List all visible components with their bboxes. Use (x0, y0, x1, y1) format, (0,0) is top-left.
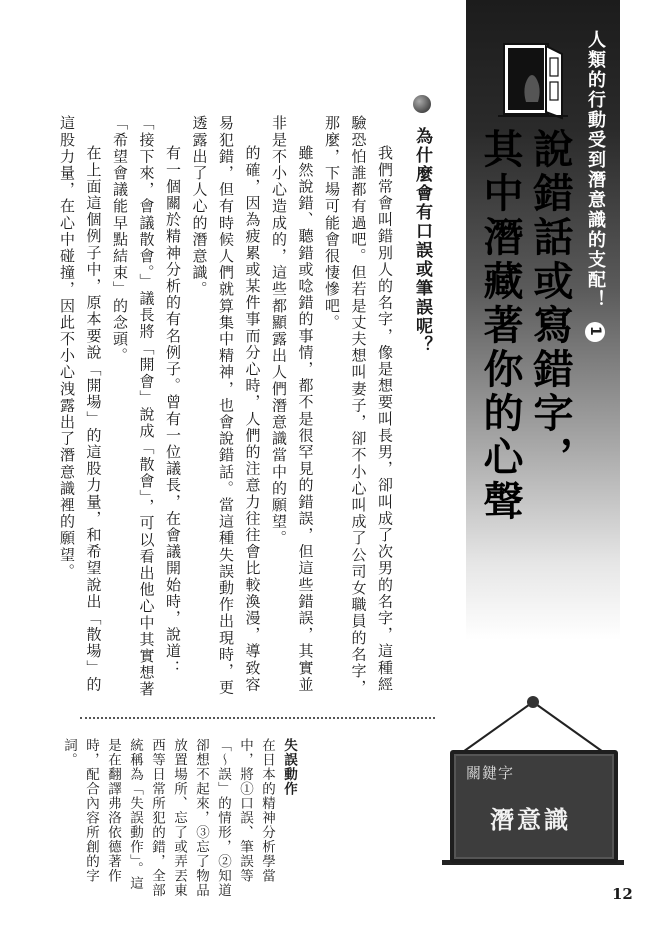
series-title (584, 30, 606, 350)
page-title (475, 128, 575, 568)
note-text: 在日本的精神分析學當中，將①口誤、筆誤等「～誤」的情形，②知道卻想不起來，③忘了物品放置場所、忘了或弄丟東西等日常所犯的錯，全部統稱為「失誤動作」。這是在翻譯弗洛依德著作時，配合內容所創的字詞。 (61, 738, 275, 898)
body-paragraph: 在上面這個例子中，原本要說「開場」的這股力量，和希望說出「散場」的這股力量，在心中碰撞，因此不小心洩露出了潛意識裡的願望。 (58, 115, 103, 693)
body-paragraph: 有一個關於精神分析的有名例子。曾有一位議長，在會議開始時，說道：「接下來，會議散會。」議長將「開會」說成「散會」，可以看出他心中其實想著「希望會議能早點結束」的念頭。 (111, 115, 182, 698)
body-paragraph: 我們常會叫錯別人的名字，像是想要叫長男，卻叫成了次男的名字，這種經驗恐怕誰都有過吧。但若是丈夫想叫妻子，卻不小心叫成了公司女職員的名字，那麼，下場可能會很悽慘吧。 (323, 115, 394, 696)
body-paragraph: 雖然說錯、聽錯或唸錯的事情，都不是很罕見的錯誤，但這些錯誤，其實並非是不小心造成的，這些都顯露出人們潛意識當中的願望。 (270, 115, 315, 693)
page-number: 12 (612, 885, 633, 903)
series-number-badge: 1 (585, 322, 605, 342)
section-heading (408, 95, 434, 455)
title-line-2: 其中潛藏著你的心聲 (477, 128, 523, 524)
door-illustration (498, 40, 568, 120)
note-title: 失誤動作 (281, 738, 297, 796)
keyword-blackboard (438, 690, 628, 880)
body-paragraph: 的確，因為疲累或某件事而分心時，人們的注意力往往會比較渙漫，導致容易犯錯，但有時候人們就算集中精神，也會說錯話。當這種失誤動作出現時，更透露出了人心的潛意識。 (190, 115, 262, 696)
board-label: 關鍵字 (466, 764, 515, 782)
body-text (58, 115, 398, 705)
term-note (61, 738, 300, 898)
bullet-dot-icon (413, 95, 431, 113)
title-line-1: 說錯話或寫錯字， (527, 128, 573, 480)
dotted-divider (80, 717, 435, 719)
board-keyword: 潛意識 (490, 806, 571, 834)
series-title-text: 人類的行動受到潛意識的支配！ (585, 30, 606, 310)
section-heading-text: 為什麼會有口誤或筆誤呢？ (412, 126, 432, 355)
